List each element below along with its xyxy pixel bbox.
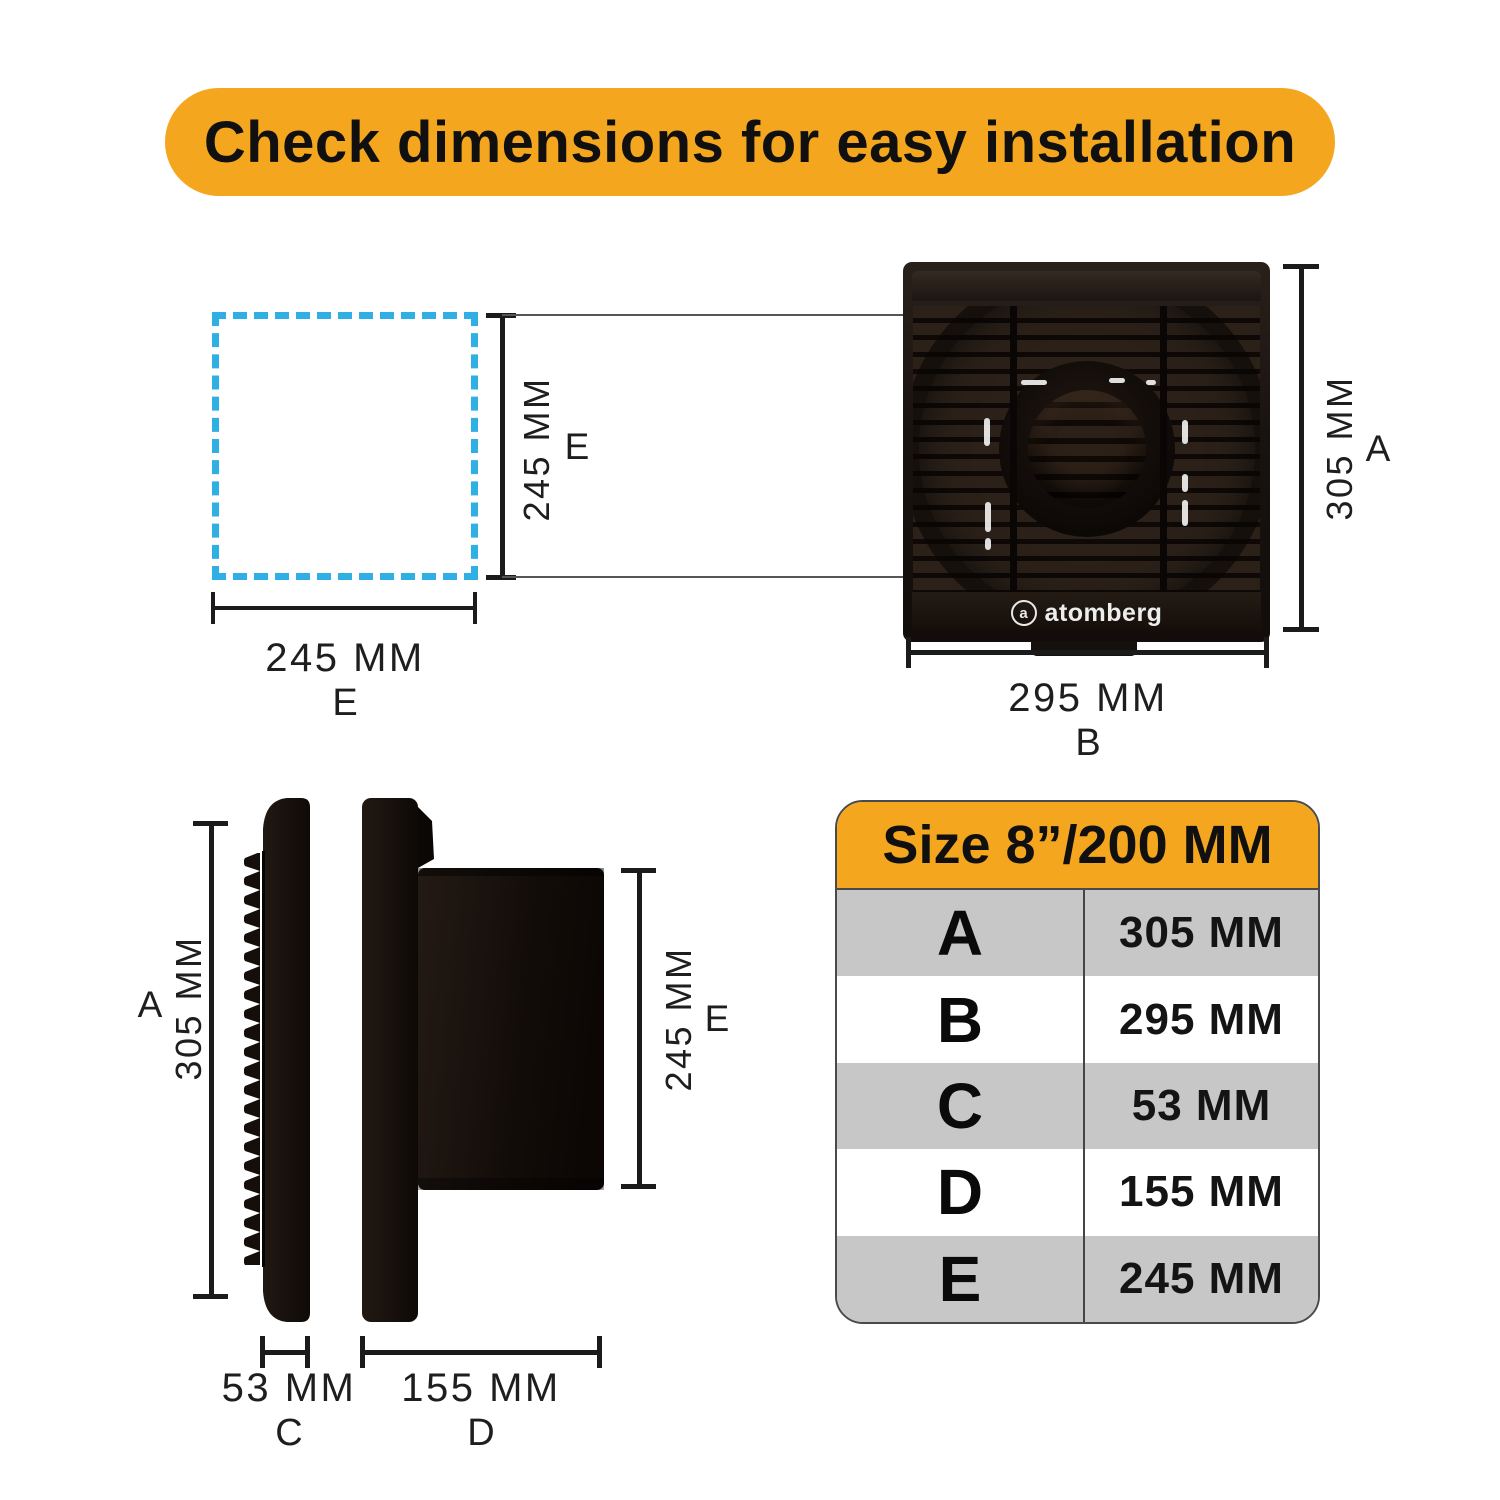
grille-depth-dim-cap-right (305, 1336, 310, 1368)
fan-height-dim-line (1299, 266, 1304, 630)
body-depth-dim-line (362, 1350, 600, 1355)
grille-depth-letter: C (275, 1412, 303, 1454)
hole-width-dim-cap-left (211, 592, 215, 624)
fan-width-dim-cap-right (1264, 637, 1269, 668)
atomberg-logo-icon: a (1011, 600, 1037, 626)
fan-width-dim-cap-left (906, 637, 911, 668)
fan-height-dim-cap-top (1283, 264, 1319, 269)
fan-width-letter: B (1075, 722, 1101, 764)
fan-width-value: 295 MM (1008, 676, 1168, 720)
banner-title: Check dimensions for easy installation (203, 109, 1297, 175)
fan-front-view (903, 262, 1270, 642)
hole-width-dim-line (213, 606, 477, 610)
blade-highlight (1182, 474, 1188, 492)
duct-height-dim-cap-top (621, 868, 656, 873)
table-row (837, 1063, 1318, 1149)
profile-height-letter: A (137, 984, 163, 1025)
table-row-value: 53 MM (1131, 1081, 1272, 1131)
profile-height-dim-cap-bottom (193, 1294, 228, 1299)
table-row-label: B (837, 976, 1085, 1062)
fan-height-dim-cap-bottom (1283, 627, 1319, 632)
duct-height-dim-cap-bottom (621, 1184, 656, 1189)
table-row (837, 976, 1318, 1062)
grille-depth-dim-line (262, 1350, 310, 1355)
duct-height-letter: E (704, 998, 730, 1039)
blade-highlight (1021, 380, 1047, 385)
fan-hub (1028, 390, 1146, 508)
hole-to-fan-connector-top (502, 314, 905, 316)
body-depth-letter: D (467, 1412, 495, 1454)
grille-depth-dim-cap-left (260, 1336, 265, 1368)
blade-highlight (1182, 420, 1188, 444)
blade-highlight (984, 418, 990, 446)
table-row (837, 890, 1318, 976)
size-table-header (837, 802, 1318, 890)
grille-depth-value: 53 MM (221, 1366, 357, 1410)
fan-width-dim-line (908, 650, 1268, 655)
table-row-value: 305 MM (1119, 908, 1284, 958)
fan-grille-support-left (1010, 306, 1017, 592)
hole-width-dim-cap-right (473, 592, 477, 624)
wall-hole-outline (212, 312, 478, 580)
table-row-label: E (837, 1236, 1085, 1322)
fan-louver-grille (913, 306, 1260, 592)
hole-width-letter: E (332, 682, 358, 724)
blade-highlight (1182, 500, 1188, 526)
profile-height-dim-cap-top (193, 821, 228, 826)
size-table (835, 800, 1320, 1324)
blade-highlight (1146, 380, 1156, 385)
fan-grille-support-right (1160, 306, 1167, 592)
fan-height-value: 305 MM (1319, 375, 1360, 521)
banner (165, 88, 1335, 196)
table-row (837, 1236, 1318, 1322)
blade-highlight (985, 538, 991, 550)
fan-bottom-bar (912, 592, 1261, 634)
fan-height-letter: A (1365, 428, 1391, 469)
hole-height-value: 245 MM (516, 376, 557, 522)
hole-to-fan-connector-bottom (502, 576, 905, 578)
table-row-label: C (837, 1063, 1085, 1149)
duct-height-dim-line (637, 871, 642, 1187)
table-row (837, 1149, 1318, 1235)
size-table-title: Size 8”/200 MM (882, 815, 1273, 875)
table-row-value: 295 MM (1119, 994, 1284, 1044)
atomberg-brand-text: atomberg (1044, 598, 1163, 627)
body-depth-dim-cap-right (597, 1336, 602, 1368)
hole-width-value: 245 MM (265, 636, 425, 680)
table-row-label: A (837, 890, 1085, 976)
hole-height-dim-line (500, 315, 505, 577)
table-row-label: D (837, 1149, 1085, 1235)
blade-highlight (985, 502, 991, 532)
fan-top-bar (912, 271, 1261, 301)
duct-height-value: 245 MM (658, 946, 699, 1092)
body-side-profile (358, 795, 608, 1325)
body-depth-value: 155 MM (401, 1366, 561, 1410)
table-row-value: 245 MM (1119, 1253, 1284, 1303)
blade-highlight (1109, 378, 1125, 383)
hole-height-letter: E (564, 426, 590, 467)
grille-side-profile (241, 795, 313, 1325)
table-row-value: 155 MM (1119, 1167, 1284, 1217)
profile-height-value: 305 MM (168, 935, 209, 1081)
body-depth-dim-cap-left (360, 1336, 365, 1368)
